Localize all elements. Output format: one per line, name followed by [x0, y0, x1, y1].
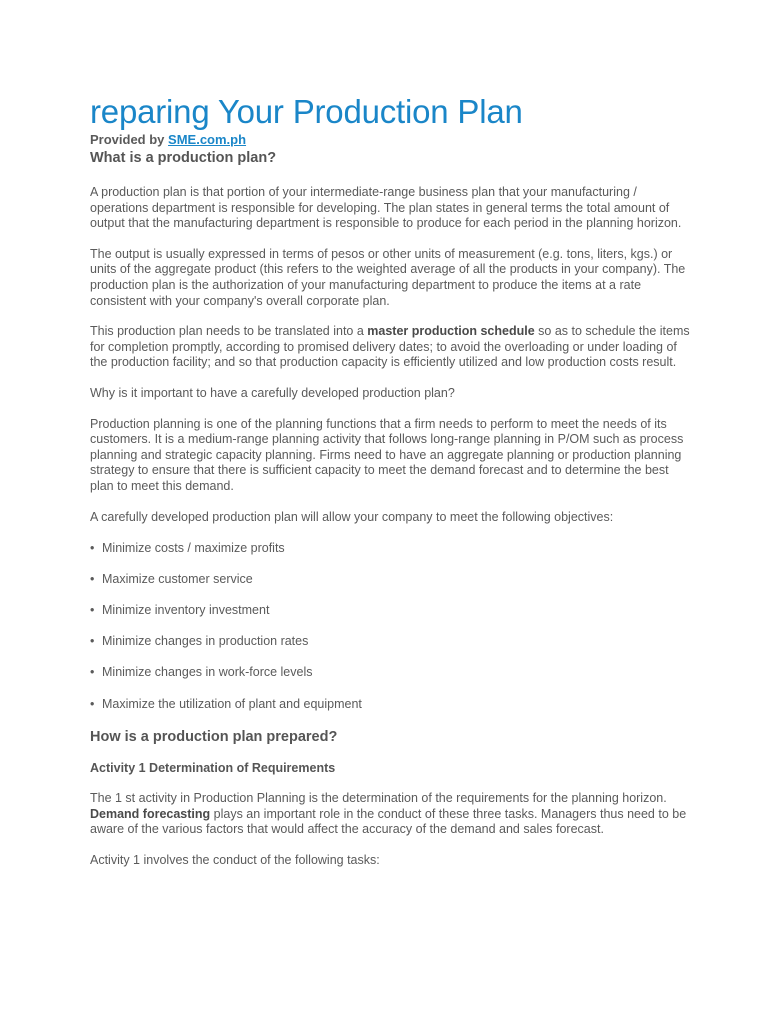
paragraph-objectives-intro: A carefully developed production plan will allow your company to meet the following objectives: — [90, 509, 614, 524]
bullet-icon: • — [90, 571, 95, 586]
paragraph-production-planning: Production planning is one of the planning functions that a firm needs to perform to meet the needs of its customers. It is a medium-range planning activity that follows long-range planning in P/OM such as process planning and strategic capacity planning. Firms need to have an aggregate planning or production planning strategy to ensure that there is sufficient capacity to meet the demand forecast and to determine the best plan to meet this demand. — [90, 416, 684, 493]
list-item — [90, 697, 690, 713]
section-heading-what-is: What is a production plan? — [90, 150, 277, 166]
list-item-text: Maximize customer service — [102, 571, 253, 586]
paragraph-output: The output is usually expressed in terms of pesos or other units of measurement (e.g. tons, liters, kgs.) or units of the aggregate product (this refers to the weighted average of all the products in your company). The production plan is the authorization of your manufacturing department to produce the items at a rate consistent with your company's overall corporate plan. — [90, 246, 686, 308]
section-heading-how-prepared: How is a production plan prepared? — [90, 729, 338, 746]
bold-term-master-production-schedule: master production schedule — [367, 324, 535, 339]
list-item-text: Minimize changes in work-force levels — [102, 665, 313, 680]
list-item — [90, 634, 690, 650]
paragraph-master-schedule — [90, 324, 690, 371]
document-page — [90, 92, 690, 869]
list-item — [90, 541, 690, 557]
paragraph-definition: A production plan is that portion of your intermediate-range business plan that your manufacturing / operations department is responsible for developing. The plan states in general terms the total amount of output that the manufacturing department is responsible to produce for each period in the planning horizon. — [90, 185, 682, 231]
bullet-icon: • — [90, 603, 95, 618]
list-item-text: Minimize costs / maximize profits — [102, 540, 285, 555]
provider-link[interactable]: SME.com.ph — [168, 132, 247, 147]
list-item — [90, 603, 690, 619]
text-segment: so as to schedule the items for completion promptly, according to promised delivery dates; to avoid the overloading or under loading of the production facility; and so that production capacity is efficiently utilized and low production costs result. — [90, 324, 690, 370]
bullet-icon: • — [90, 540, 95, 555]
provided-by-label: Provided by — [90, 132, 169, 147]
paragraph-activity-1 — [90, 791, 690, 838]
bullet-icon: • — [90, 665, 95, 680]
objectives-list — [90, 541, 690, 713]
paragraph-why-important: Why is it important to have a carefully developed production plan? — [90, 385, 455, 400]
text-segment: The 1 st activity in Production Planning is the determination of the requirements for the planning horizon. — [90, 791, 667, 806]
list-item-text: Minimize inventory investment — [102, 603, 270, 618]
list-item-text: Maximize the utilization of plant and equipment — [102, 696, 362, 711]
list-item-text: Minimize changes in production rates — [102, 634, 309, 649]
activity-1-heading: Activity 1 Determination of Requirements — [90, 761, 336, 776]
text-segment: plays an important role in the conduct of these three tasks. Managers thus need to be aware of the various factors that would affect the accuracy of the demand and sales forecast. — [90, 806, 687, 837]
paragraph-activity-1-tasks: Activity 1 involves the conduct of the following tasks: — [90, 853, 380, 867]
list-item — [90, 665, 690, 681]
provided-by-line — [90, 132, 690, 148]
bold-term-demand-forecasting: Demand forecasting — [90, 806, 211, 821]
list-item — [90, 572, 690, 588]
text-segment: This production plan needs to be translated into a — [90, 324, 368, 339]
page-title: reparing Your Production Plan — [90, 93, 523, 130]
bullet-icon: • — [90, 634, 95, 649]
bullet-icon: • — [90, 696, 95, 711]
